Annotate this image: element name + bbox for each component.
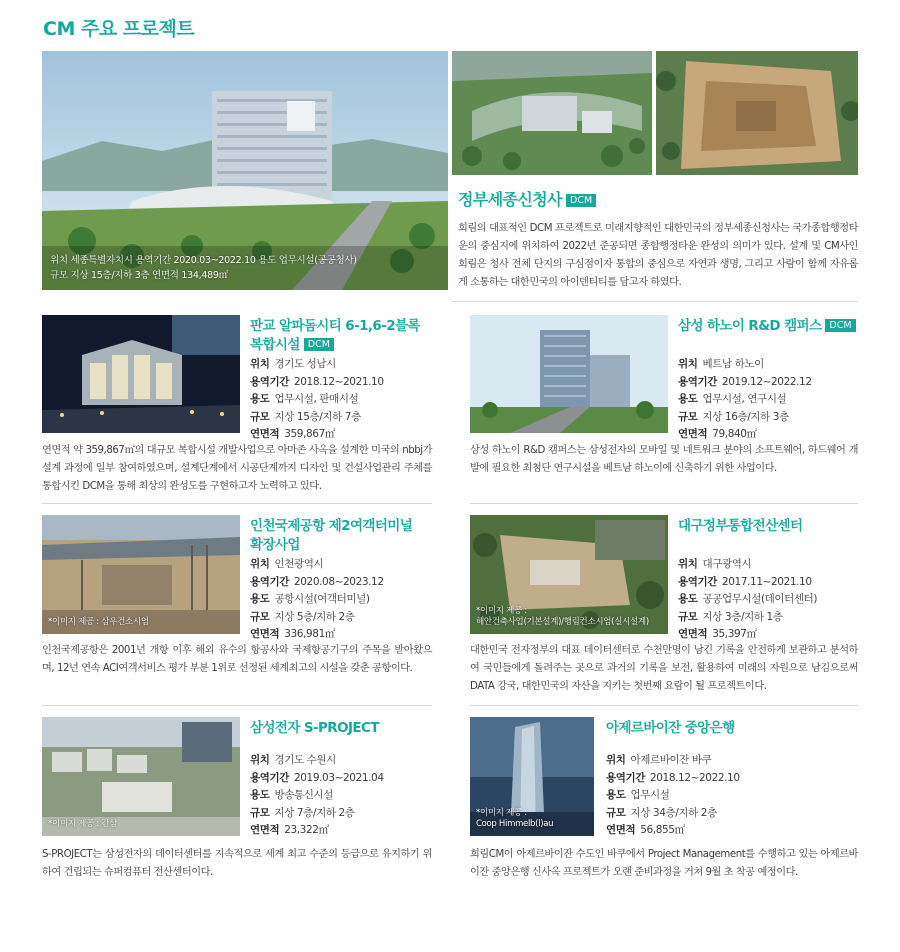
incheon-image [42,515,240,634]
divider [452,301,858,302]
info-row: 연면적 35,397㎡ [678,628,757,640]
info-row: 규모 지상 16층/지하 3층 [678,410,789,423]
sejong-title: 정부세종신청사 DCM [458,190,596,209]
incheon-title [250,517,412,555]
azerbaijan-image [470,717,594,836]
incheon-info [250,556,384,644]
divider [470,705,858,706]
daegu-title: 대구정부통합전산센터 [678,518,803,534]
info-row: 용역기간 2018.12~2021.10 [250,375,384,388]
sejong-construction-image [656,51,858,175]
info-row: 연면적 336,981㎡ [250,628,335,640]
info-row: 용역기간 2019.12~2022.12 [678,375,812,388]
info-row: 규모 지상 15층/지하 7층 [250,410,361,423]
sejong-aerial-image [452,51,652,175]
sejong-main-image [42,51,448,290]
divider [42,503,432,504]
info-row: 위치 인천광역시 [250,558,324,570]
info-row: 용역기간 2017.11~2021.10 [678,575,812,588]
azerbaijan-info [606,752,740,840]
info-row: 연면적 23,322㎡ [250,824,329,836]
page-title: CM 주요 프로젝트 [43,18,195,40]
azerbaijan-title: 아제르바이잔 중앙은행 [606,720,735,736]
azerbaijan-image-credit: *이미지 제공 : Coop Himmelb(l)au [476,808,554,829]
info-row: 연면적 79,840㎡ [678,428,757,440]
divider [470,503,858,504]
info-row: 규모 지상 7층/지하 2층 [250,806,355,819]
pangyo-info [250,356,384,444]
sejong-caption-line2: 규모 지상 15층/지하 3층 연면적 134,489㎡ [50,270,228,281]
info-row: 위치 아제르바이잔 바쿠 [606,754,712,766]
pangyo-description: 연면적 약 359,867㎡의 대규모 복합시설 개발사업으로 아마존 사옥을 설계한 미국의 nbbj가 설계 과정에 일부 참여하였으며, 설계단계에서 시공단계까지 디자인 및 건설사업관리 주체를 통합시킨 DCM을 통해 최상의 완성도를 구현하고자 노력하고 있다. [42,445,433,492]
info-row: 용도 공항시설(여객터미널) [250,593,370,605]
incheon-title-line1: 인천국제공항 제2여객터미널 [250,518,413,534]
hanoi-image [470,315,668,433]
info-row: 규모 지상 3층/지하 1층 [678,610,783,623]
info-row: 용도 공공업무시설(데이터센터) [678,593,818,605]
daegu-image [470,515,668,634]
pangyo-dcm-badge: DCM [304,338,334,351]
info-row: 위치 경기도 수원시 [250,754,336,766]
info-row: 용도 방송통신시설 [250,789,333,801]
info-row: 용역기간 2018.12~2022.10 [606,771,740,784]
daegu-description: 대한민국 전자정부의 대표 데이터센터로 수천만명이 남긴 기록을 안전하게 보관하고 분석하여 국민들에게 돌려주는 곳으로 과거의 기록을 보전, 활용하여 미래의 자원으로 남김으로써 DATA 강국, 대한민국의 자산을 지키는 첫번째 요람이 될 프로젝트이다. [470,645,858,692]
samsung-s-title: 삼성전자 S-PROJECT [250,720,379,736]
info-row: 용도 업무시설, 판매시설 [250,393,359,405]
info-row: 용도 업무시설, 연구시설 [678,393,787,405]
info-row: 규모 지상 34층/지하 2층 [606,806,717,819]
info-row: 용역기간 2019.03~2021.04 [250,771,384,784]
info-row: 위치 대구광역시 [678,558,752,570]
incheon-description: 인천국제공항은 2001년 개항 이후 해외 유수의 항공사와 국제항공기구의 주목을 받아왔으며, 12년 연속 ACI여객서비스 평가 부분 1위로 선정된 세계최고의 시설을 갖춘 공항이다. [42,645,432,674]
info-row: 용역기간 2020.08~2023.12 [250,575,384,588]
hanoi-info [678,356,812,444]
samsung-s-image [42,717,240,836]
hanoi-dcm-badge: DCM [825,319,855,332]
pangyo-title-line2: 복합시설 DCM [250,336,420,355]
incheon-title-line2: 확장사업 [250,537,300,553]
sejong-dcm-badge: DCM [566,194,596,207]
hanoi-description: 삼성 하노이 R&D 캠퍼스는 삼성전자의 모바일 및 네트워크 분야의 소프트웨어, 하드웨어 개발에 필요한 최첨단 연구시설을 베트남 하노이에 신축하기 위한 사업이다. [470,445,858,474]
sejong-description: 희림의 대표적인 DCM 프로젝트로 미래지향적인 대한민국의 정부세종신청사는 국가종합행정타운의 중심지에 위치하여 2022년 준공되면 종합행정타운 완성의 의미가 있다. 설계 및 CM사인 희림은 청사 전체 단지의 구심점이자 통합의 중심으로 자연과 생명, 그리고 사람이 함께 자유롭게 소통하는 대한민국의 아이덴티티를 담고자 하였다. [458,223,858,288]
sejong-caption [50,253,357,283]
sejong-caption-line1: 위치 세종특별자치시 용역기간 2020.03~2022.10 용도 업무시설(공공청사) [50,255,357,266]
samsung-s-image-credit: *이미지 제공 : 간삼 [48,819,118,829]
info-row: 연면적 359,867㎡ [250,428,335,440]
pangyo-title-line1: 판교 알파돔시티 6-1,6-2블록 [250,318,420,334]
pangyo-title [250,317,420,355]
info-row: 위치 베트남 하노이 [678,358,764,370]
samsung-s-description: S-PROJECT는 삼성전자의 데이터센터를 지속적으로 세계 최고 수준의 등급으로 유지하기 위하여 건립되는 슈퍼컴퓨터 전산센터이다. [42,849,432,878]
samsung-s-info [250,752,384,840]
info-row: 위치 경기도 성남시 [250,358,336,370]
daegu-image-credit: *이미지 제공 : 해안건축사업(기본설계)/행림컨소시엄(실시설계) [476,606,649,627]
incheon-image-credit: *이미지 제공 : 삼우건소시엄 [48,617,149,627]
info-row: 규모 지상 5층/지하 2층 [250,610,355,623]
info-row: 용도 업무시설 [606,789,670,801]
pangyo-image [42,315,240,433]
hanoi-title: 삼성 하노이 R&D 캠퍼스 DCM [678,317,856,336]
divider [42,705,432,706]
daegu-info [678,556,817,644]
info-row: 연면적 56,855㎡ [606,824,685,836]
azerbaijan-description: 희림CM이 아제르바이잔 수도인 바쿠에서 Project Management를 수행하고 있는 아제르바이잔 중앙은행 신사옥 프로젝트가 오랜 준비과정을 거쳐 9월 초 착공 예정이다. [470,849,858,878]
